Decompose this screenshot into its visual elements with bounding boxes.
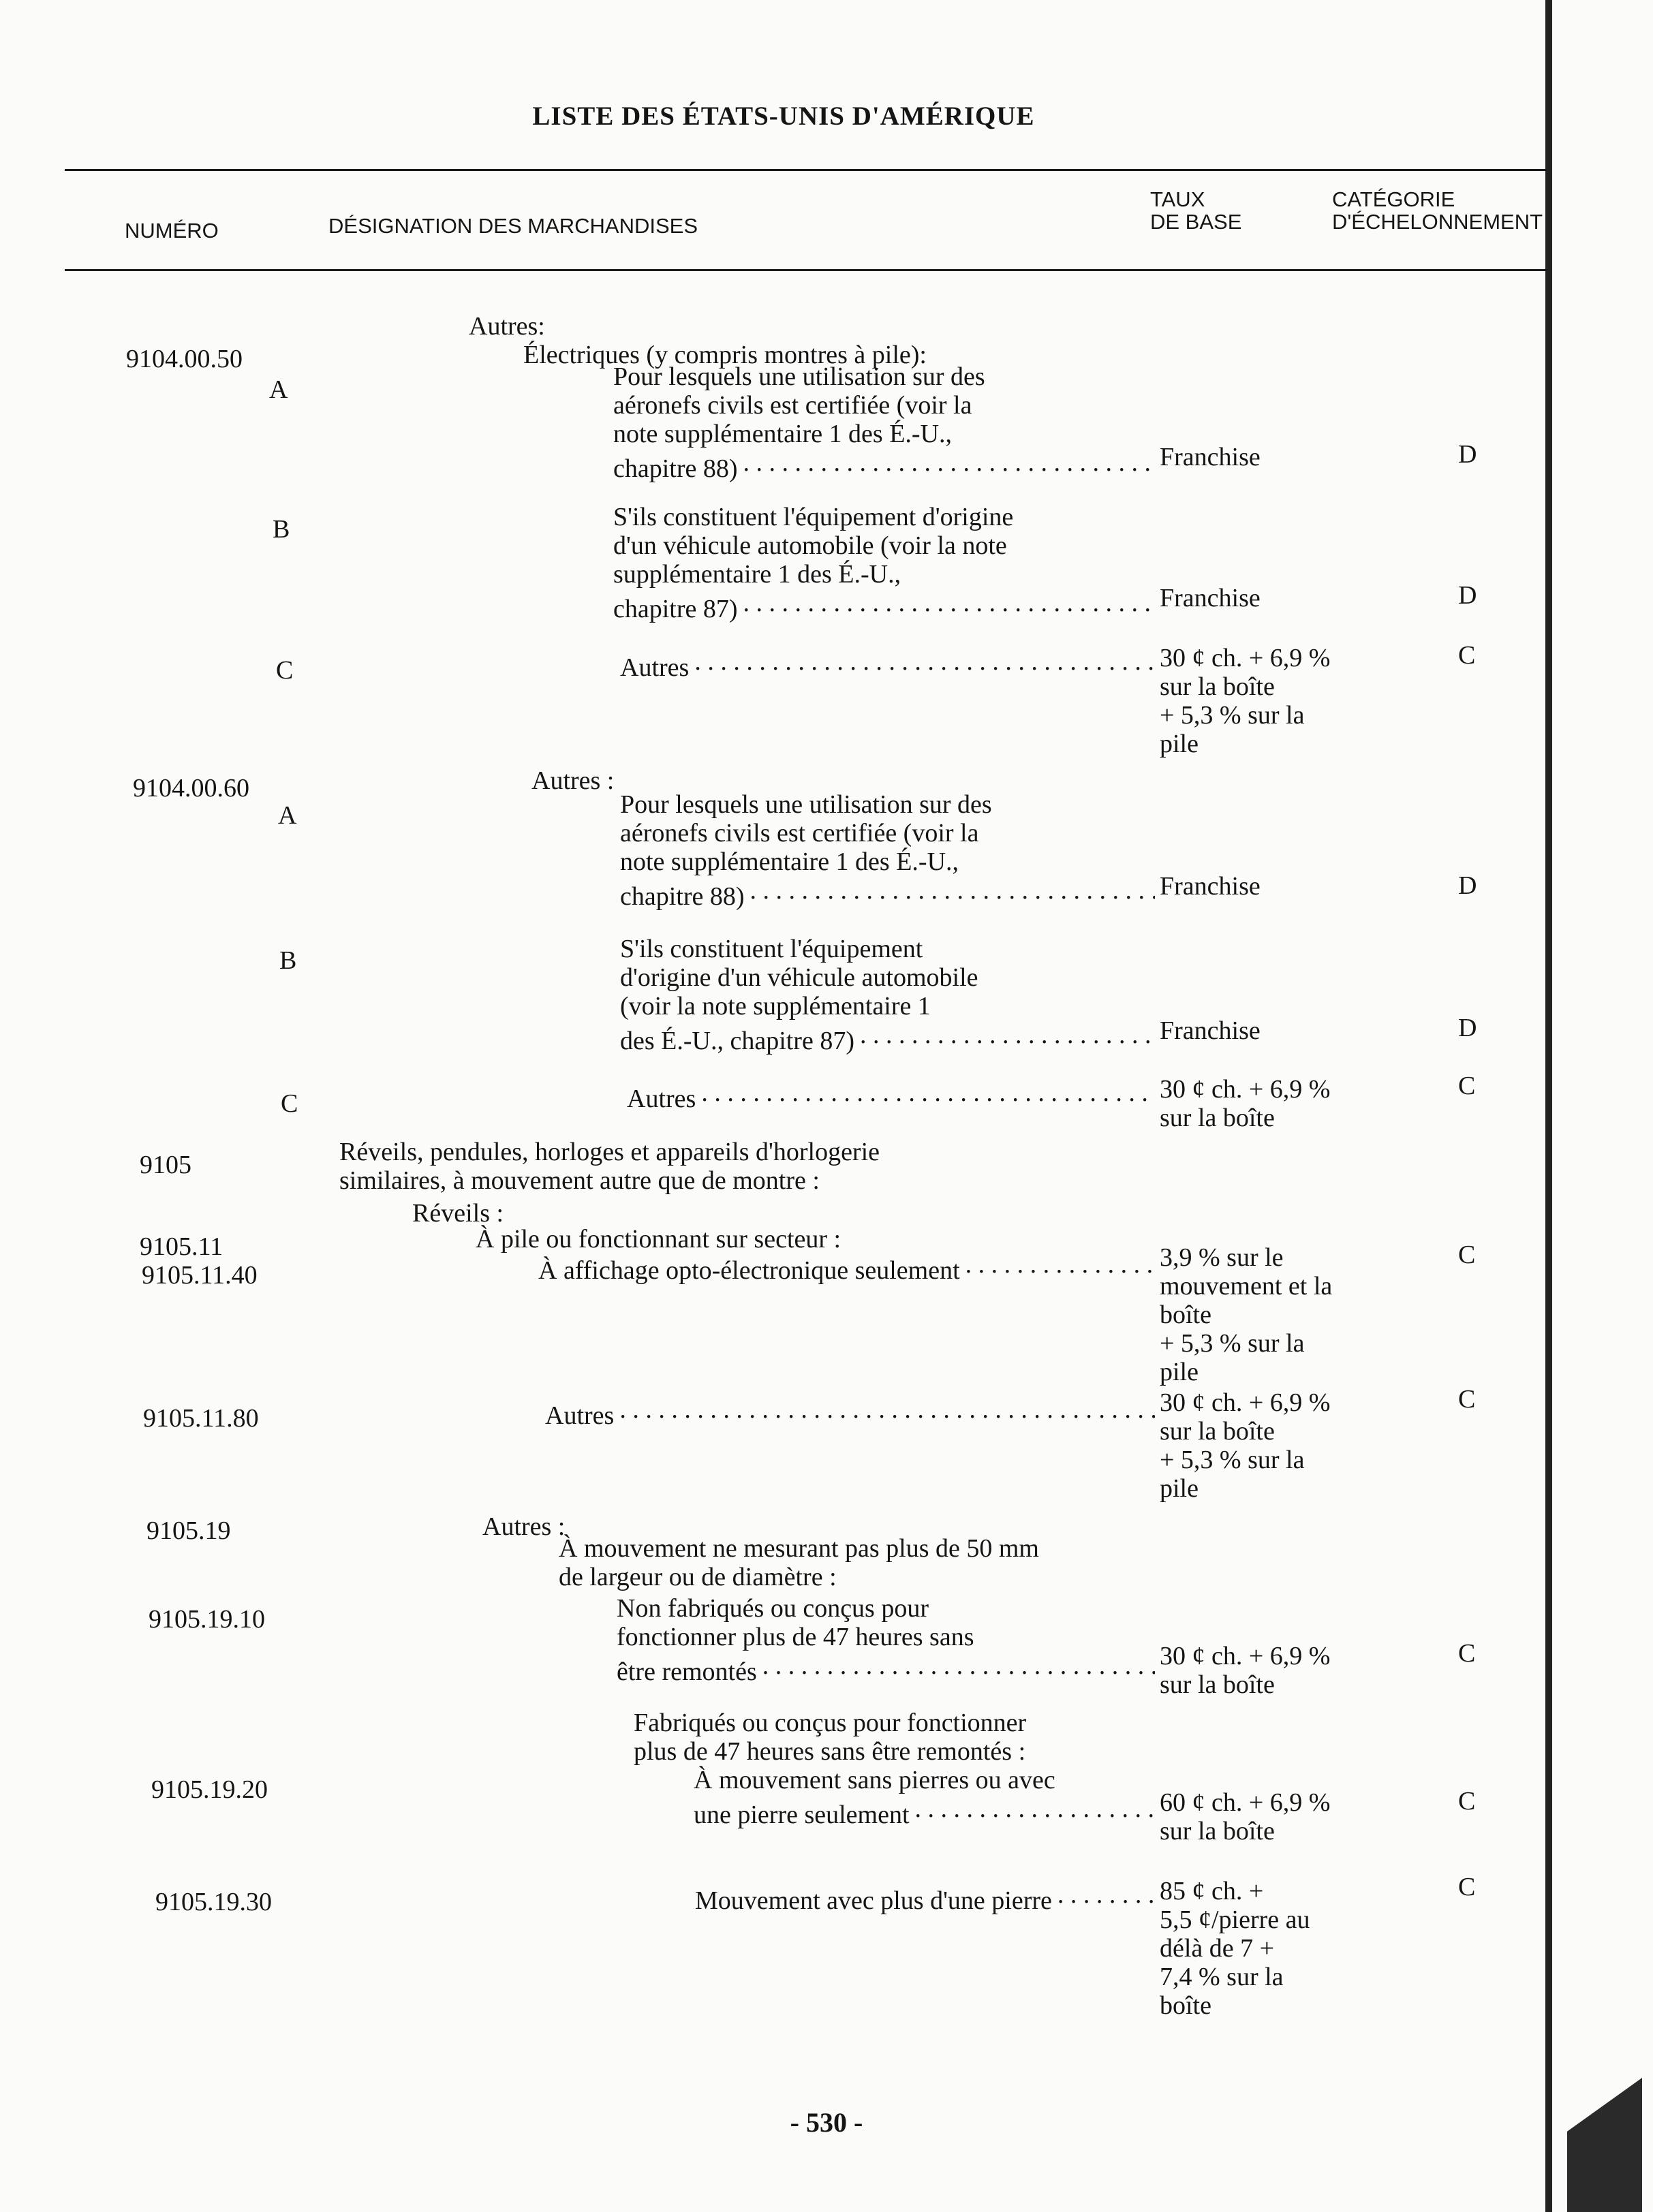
description-line — [617, 1651, 1155, 1686]
tariff-number: 9105.19.10 — [149, 1605, 265, 1634]
dot-leader — [694, 647, 1155, 676]
description-text: d'un véhicule automobile (voir la note — [613, 531, 1007, 560]
header-categorie-line: CATÉGORIE — [1332, 187, 1455, 211]
base-rate-line: Franchise — [1160, 872, 1261, 901]
dot-leader — [1057, 1880, 1155, 1909]
tariff-number: 9104.00.60 — [133, 774, 249, 803]
staging-category: C — [1458, 1639, 1476, 1668]
page-binding-shadow — [1567, 2078, 1642, 2212]
base-rate-line: 30 ¢ ch. + 6,9 % — [1160, 1642, 1331, 1670]
description-text: d'origine d'un véhicule automobile — [620, 963, 978, 992]
description-text: À mouvement ne mesurant pas plus de 50 mm — [559, 1534, 1039, 1563]
base-rate-line: Franchise — [1160, 1016, 1261, 1045]
page-number: - 530 - — [790, 2107, 863, 2138]
subheading-letter: C — [276, 656, 294, 685]
staging-category: C — [1458, 1787, 1476, 1816]
description-text: note supplémentaire 1 des É.-U., — [620, 847, 959, 876]
description-text: fonctionner plus de 47 heures sans — [617, 1623, 974, 1651]
description-text: Réveils, pendules, horloges et appareils d'horlogerie — [339, 1138, 880, 1166]
subheading-letter: C — [281, 1089, 298, 1118]
description-line — [469, 312, 545, 341]
description-text: Autres — [545, 1401, 615, 1430]
description-line — [620, 847, 959, 876]
tariff-number: 9105 — [140, 1151, 191, 1179]
base-rate-line: délà de 7 + — [1160, 1934, 1275, 1963]
description-line — [620, 992, 931, 1021]
description-line — [627, 1078, 1155, 1113]
header-categorie-line: D'ÉCHELONNEMENT — [1332, 210, 1543, 234]
description-line — [694, 1794, 1155, 1829]
dot-leader — [743, 589, 1155, 617]
description-text: À affichage opto-électronique seulement — [538, 1256, 960, 1285]
description-text: Autres — [627, 1085, 696, 1113]
header-top-rule — [65, 169, 1547, 171]
dot-leader — [965, 1250, 1155, 1279]
description-line — [559, 1534, 1039, 1563]
description-line — [617, 1623, 974, 1651]
description-text: S'ils constituent l'équipement — [620, 935, 923, 963]
description-line — [339, 1138, 880, 1166]
header-numero: NUMÉRO — [125, 219, 219, 243]
base-rate-line: mouvement et la — [1160, 1272, 1333, 1300]
description-text: supplémentaire 1 des É.-U., — [613, 560, 901, 589]
description-line — [620, 935, 923, 963]
base-rate-line: 5,5 ¢/pierre au — [1160, 1905, 1310, 1934]
dot-leader — [619, 1395, 1155, 1424]
base-rate-line: + 5,3 % sur la — [1160, 701, 1305, 730]
description-line — [620, 876, 1155, 911]
header-taux-line: TAUX — [1150, 187, 1205, 211]
tariff-number: 9105.11 — [140, 1232, 223, 1261]
description-text: plus de 47 heures sans être remontés : — [634, 1737, 1026, 1766]
subheading-letter: A — [278, 801, 297, 830]
description-line — [545, 1395, 1155, 1430]
description-line — [613, 420, 952, 448]
description-text: Autres : — [482, 1512, 566, 1541]
description-line — [559, 1563, 837, 1591]
base-rate-line: Franchise — [1160, 584, 1261, 612]
base-rate-line: boîte — [1160, 1300, 1211, 1329]
base-rate-line: 85 ¢ ch. + — [1160, 1877, 1264, 1905]
dot-leader — [915, 1794, 1155, 1823]
description-line — [613, 589, 1155, 623]
description-text: Autres : — [531, 766, 615, 795]
description-text: une pierre seulement — [694, 1801, 910, 1829]
description-line — [694, 1766, 1055, 1794]
description-text: S'ils constituent l'équipement d'origine — [613, 503, 1014, 531]
description-text: aéronefs civils est certifiée (voir la — [613, 391, 972, 420]
description-text: À pile ou fonctionnant sur secteur : — [476, 1225, 841, 1253]
dot-leader — [701, 1078, 1155, 1107]
description-text: de largeur ou de diamètre : — [559, 1563, 837, 1591]
description-line — [613, 362, 985, 391]
description-text: similaires, à mouvement autre que de montre : — [339, 1166, 820, 1195]
staging-category: D — [1458, 871, 1477, 900]
staging-category: D — [1458, 440, 1477, 469]
base-rate-line: sur la boîte — [1160, 672, 1275, 701]
description-text: (voir la note supplémentaire 1 — [620, 992, 931, 1021]
base-rate-line: + 5,3 % sur la — [1160, 1446, 1305, 1474]
description-line — [613, 531, 1007, 560]
base-rate-line: 3,9 % sur le — [1160, 1243, 1284, 1272]
staging-category: D — [1458, 1014, 1477, 1042]
subheading-letter: B — [279, 946, 297, 975]
dot-leader — [860, 1021, 1155, 1049]
description-text: Non fabriqués ou conçus pour — [617, 1594, 929, 1623]
base-rate-line: sur la boîte — [1160, 1104, 1275, 1132]
tariff-number: 9105.11.40 — [142, 1261, 258, 1290]
base-rate-line: 30 ¢ ch. + 6,9 % — [1160, 644, 1331, 672]
staging-category: C — [1458, 1385, 1476, 1414]
staging-category: D — [1458, 581, 1477, 610]
description-text: Autres — [620, 653, 690, 682]
base-rate-line: Franchise — [1160, 443, 1261, 471]
dot-leader — [743, 448, 1155, 477]
base-rate-line: 7,4 % sur la — [1160, 1963, 1284, 1991]
description-line — [339, 1166, 820, 1195]
description-line — [476, 1225, 841, 1253]
description-line — [613, 391, 972, 420]
description-text: chapitre 88) — [613, 454, 738, 483]
tariff-number: 9105.19 — [146, 1516, 231, 1545]
description-line — [531, 766, 614, 795]
description-text: Pour lesquels une utilisation sur des — [613, 362, 985, 391]
description-text: Réveils : — [412, 1199, 504, 1228]
page-title: LISTE DES ÉTATS-UNIS D'AMÉRIQUE — [532, 102, 1035, 131]
description-text: Fabriqués ou conçus pour fonctionner — [634, 1709, 1027, 1737]
description-text: note supplémentaire 1 des É.-U., — [613, 420, 953, 448]
description-line — [613, 503, 1013, 531]
description-text: Électriques (y compris montres à pile): — [523, 341, 927, 369]
base-rate-line: pile — [1160, 1358, 1199, 1386]
base-rate-line: 30 ¢ ch. + 6,9 % — [1160, 1075, 1331, 1104]
description-line — [695, 1880, 1155, 1915]
description-line — [613, 448, 1155, 483]
header-taux-line: DE BASE — [1150, 210, 1242, 234]
subheading-letter: A — [269, 375, 288, 404]
description-line — [634, 1709, 1026, 1737]
base-rate-line: 30 ¢ ch. + 6,9 % — [1160, 1388, 1331, 1417]
subheading-letter: B — [273, 515, 290, 544]
description-line — [634, 1737, 1025, 1766]
description-line — [620, 790, 992, 819]
description-text: des É.-U., chapitre 87) — [620, 1027, 854, 1055]
description-line — [617, 1594, 929, 1623]
description-text: chapitre 88) — [620, 882, 745, 911]
staging-category: C — [1458, 1241, 1476, 1269]
base-rate-line: pile — [1160, 730, 1199, 758]
description-text: aéronefs civils est certifiée (voir la — [620, 819, 979, 847]
page-binding-edge — [1545, 0, 1552, 2212]
tariff-number: 9105.19.20 — [151, 1775, 268, 1804]
description-line — [620, 963, 978, 992]
dot-leader — [750, 876, 1155, 905]
description-text: À mouvement sans pierres ou avec — [694, 1766, 1055, 1794]
staging-category: C — [1458, 641, 1476, 670]
base-rate-line: boîte — [1160, 1991, 1211, 2020]
description-text: chapitre 87) — [613, 595, 738, 623]
base-rate-line: sur la boîte — [1160, 1417, 1275, 1446]
base-rate-line: 60 ¢ ch. + 6,9 % — [1160, 1788, 1331, 1817]
description-text: être remontés — [617, 1657, 757, 1686]
base-rate-line: + 5,3 % sur la — [1160, 1329, 1305, 1358]
tariff-number: 9105.11.80 — [143, 1404, 259, 1433]
tariff-number: 9105.19.30 — [155, 1888, 272, 1916]
description-line — [613, 560, 901, 589]
base-rate-line: sur la boîte — [1160, 1670, 1275, 1699]
base-rate-line: pile — [1160, 1474, 1199, 1503]
tariff-number: 9104.00.50 — [126, 345, 243, 373]
description-line — [538, 1250, 1155, 1285]
header-categorie — [1332, 188, 1543, 233]
description-line — [412, 1199, 504, 1228]
description-line — [620, 647, 1155, 682]
staging-category: C — [1458, 1072, 1476, 1100]
dot-leader — [762, 1651, 1155, 1680]
base-rate-line: sur la boîte — [1160, 1817, 1275, 1845]
description-text: Autres: — [469, 312, 545, 341]
header-taux — [1150, 188, 1241, 233]
description-line — [620, 819, 978, 847]
description-text: Mouvement avec plus d'une pierre — [695, 1886, 1052, 1915]
description-text: Pour lesquels une utilisation sur des — [620, 790, 992, 819]
header-bottom-rule — [65, 269, 1547, 271]
staging-category: C — [1458, 1873, 1476, 1901]
description-line — [620, 1021, 1155, 1055]
description-line — [482, 1512, 565, 1541]
header-designation: DÉSIGNATION DES MARCHANDISES — [328, 214, 698, 238]
